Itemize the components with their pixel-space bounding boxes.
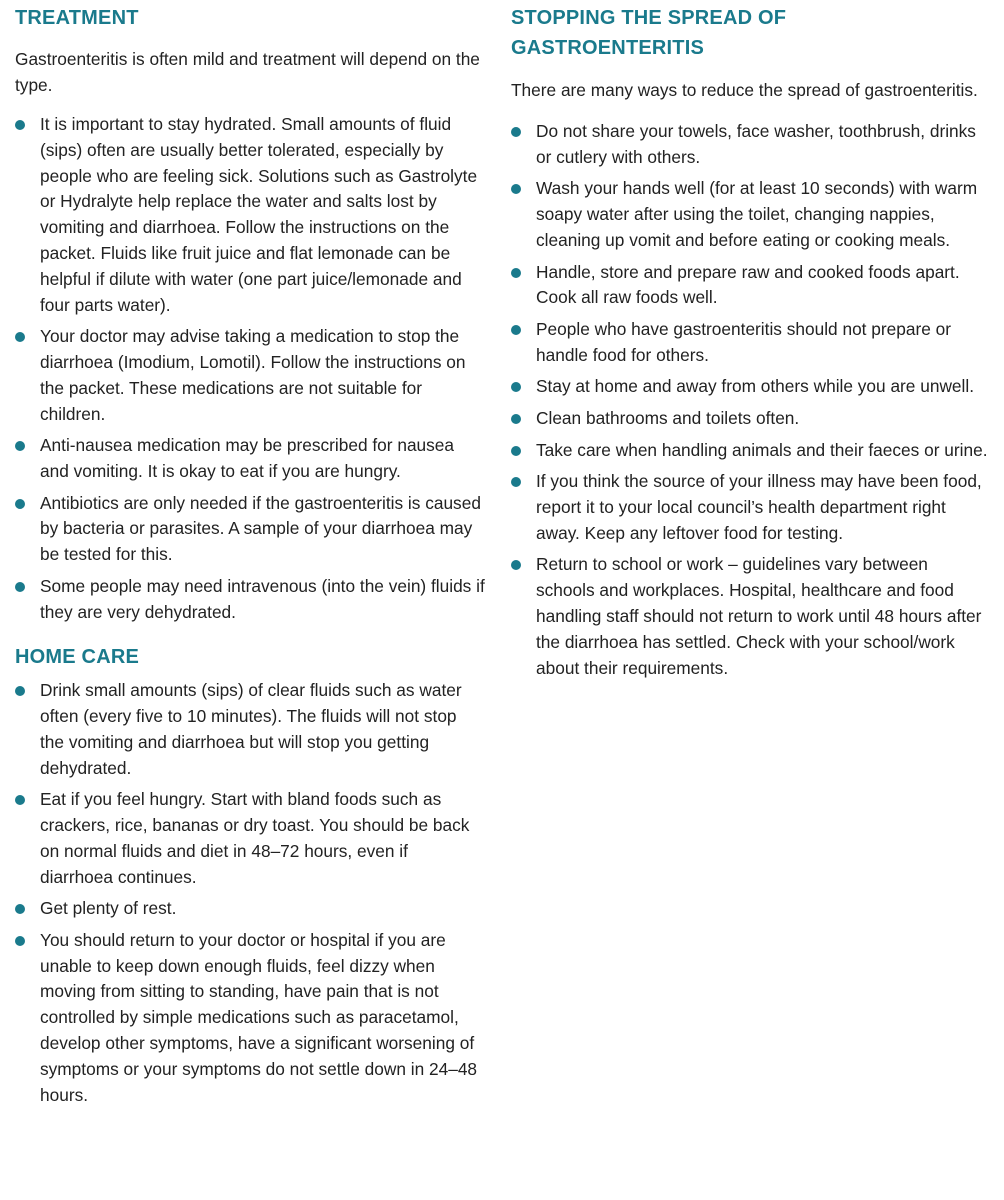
treatment-intro: Gastroenteritis is often mild and treatment will depend on the type. (15, 49, 480, 95)
list-item-text: It is important to stay hydrated. Small amounts of fluid (sips) often are usually better tolerated, especially by people who are feeling sick. Solutions such as Gastrolyte or Hydralyte help replace the water and salts lost by vomiting and diarrhoea. Follow the instructions on the packet. Fluids like fruit juice and flat lemonade can be helpful if dilute with water (one part juice/lemonade and four parts water). (40, 114, 478, 315)
bullet-icon (511, 325, 521, 335)
list-item-text: Eat if you feel hungry. Start with bland foods such as crackers, rice, bananas or dry toast. You should be back on normal fluids and diet in 48–72 hours, even if diarrhoea continues. (40, 789, 470, 887)
list-item (511, 176, 991, 253)
bullet-icon (511, 560, 521, 570)
right-column (511, 0, 991, 687)
list-item (511, 374, 991, 400)
list-item-text: Some people may need intravenous (into the vein) fluids if they are very dehydrated. (40, 575, 485, 622)
home-care-list (15, 678, 485, 1108)
list-item-text: Wash your hands well (for at least 10 seconds) with warm soapy water after using the toilet, changing nappies, cleaning up vomit and before eating or cooking meals. (536, 178, 978, 250)
list-item-text: Drink small amounts (sips) of clear fluids such as water often (every five to 10 minutes). The fluids will not stop the vomiting and diarrhoea but will stop you getting dehydrated. (40, 680, 462, 778)
list-item-text: Return to school or work – guidelines vary between schools and workplaces. Hospital, healthcare and food handling staff should not return to work until 48 hours after the diarrhoea has settled. Check with your school/work about their requirements. (536, 554, 982, 678)
list-item-text: Do not share your towels, face washer, toothbrush, drinks or cutlery with others. (536, 121, 976, 167)
treatment-heading: TREATMENT (15, 7, 139, 29)
list-item-text: Handle, store and prepare raw and cooked foods apart. Cook all raw foods well. (536, 261, 960, 308)
list-item (15, 574, 485, 626)
bullet-icon (15, 936, 25, 946)
bullet-icon (511, 268, 521, 278)
list-item (15, 112, 485, 318)
list-item-text: Your doctor may advise taking a medication to stop the diarrhoea (Imodium, Lomotil). Follow the instructions on the packet. These medications are not suitable for children. (40, 326, 466, 424)
list-item (15, 324, 485, 427)
stopping-intro: There are many ways to reduce the spread of gastroenteritis. (511, 80, 978, 100)
bullet-icon (511, 414, 521, 424)
bullet-icon (511, 477, 521, 487)
bullet-icon (511, 446, 521, 456)
list-item (511, 406, 991, 432)
list-item (15, 928, 485, 1109)
left-column (15, 0, 485, 1114)
treatment-list (15, 112, 485, 625)
list-item-text: Anti-nausea medication may be prescribed for nausea and vomiting. It is okay to eat if you are hungry. (40, 435, 455, 481)
list-item (511, 119, 991, 171)
list-item-text: You should return to your doctor or hospital if you are unable to keep down enough fluids, feel dizzy when moving from sitting to standing, have pain that is not controlled by simple medications such as paracetamol, develop other symptoms, have a significant worsening of symptoms or your symptoms do not settle down in 24–48 hours. (40, 929, 478, 1105)
bullet-icon (15, 686, 25, 696)
bullet-icon (15, 120, 25, 130)
list-item (15, 678, 485, 781)
bullet-icon (511, 382, 521, 392)
list-item (15, 491, 485, 568)
list-item-text: People who have gastroenteritis should not prepare or handle food for others. (536, 318, 952, 365)
list-item (15, 433, 485, 485)
list-item-text: Antibiotics are only needed if the gastroenteritis is caused by bacteria or parasites. A sample of your diarrhoea may be tested for this. (40, 492, 481, 565)
bullet-icon (15, 332, 25, 342)
stopping-heading-line2: GASTROENTERITIS (511, 37, 705, 59)
bullet-icon (15, 441, 25, 451)
stopping-list (511, 119, 991, 681)
stopping-heading-line1: STOPPING THE SPREAD OF (511, 7, 787, 29)
list-item-text: Stay at home and away from others while you are unwell. (536, 376, 975, 397)
list-item (15, 787, 485, 890)
bullet-icon (511, 127, 521, 137)
list-item-text: Take care when handling animals and their faeces or urine. (536, 439, 988, 460)
list-item-text: Clean bathrooms and toilets often. (536, 407, 800, 428)
list-item (511, 438, 991, 464)
list-item (511, 317, 991, 369)
bullet-icon (15, 795, 25, 805)
bullet-icon (15, 582, 25, 592)
list-item-text: If you think the source of your illness may have been food, report it to your local council’s health department right away. Keep any leftover food for testing. (536, 471, 982, 543)
bullet-icon (15, 904, 25, 914)
bullet-icon (15, 499, 25, 509)
list-item (511, 260, 991, 312)
list-item (511, 552, 991, 681)
stopping-spread-heading (511, 3, 991, 63)
list-item-text: Get plenty of rest. (40, 898, 177, 919)
bullet-icon (511, 184, 521, 194)
home-care-heading: HOME CARE (15, 646, 140, 669)
list-item (511, 469, 991, 546)
list-item (15, 896, 485, 922)
